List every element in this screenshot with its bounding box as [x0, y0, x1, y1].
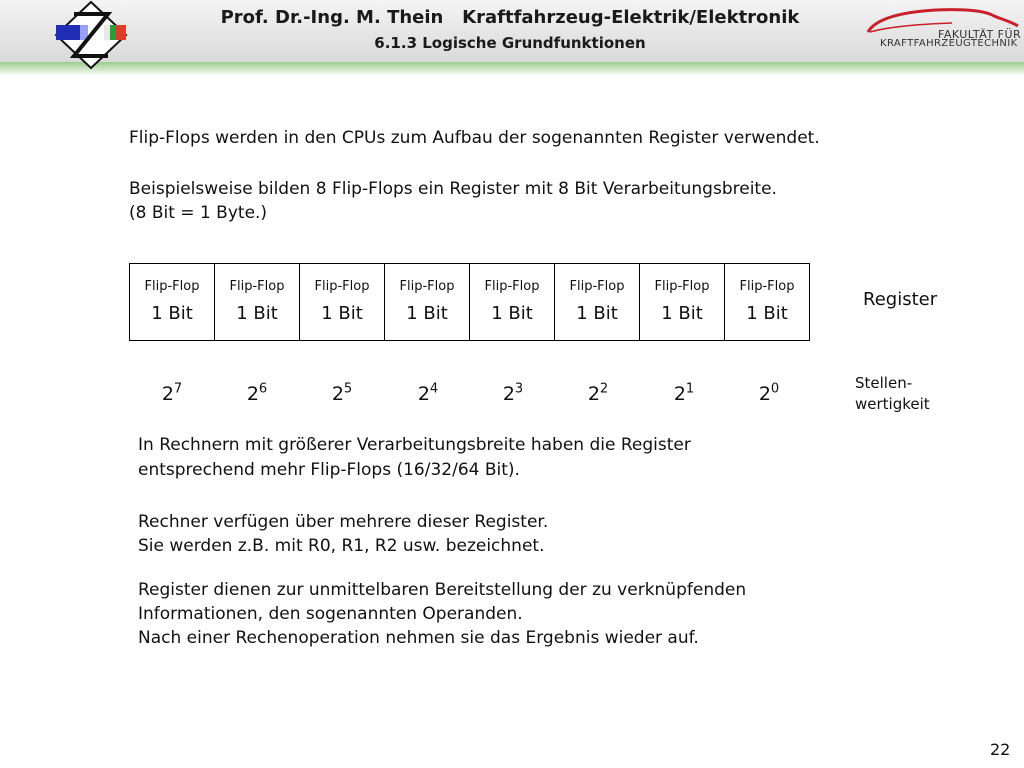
- page-number: 22: [990, 740, 1011, 759]
- body-p3-line3: Nach einer Rechenoperation nehmen sie das Ergebnis wieder auf.: [138, 628, 699, 648]
- power-exponent: 6: [258, 381, 268, 397]
- power-exponent: 4: [429, 381, 439, 397]
- power-base: 2: [331, 383, 344, 405]
- place-value-label-line2: wertigkeit: [855, 395, 930, 413]
- flip-flop-label: Flip-Flop: [314, 279, 370, 294]
- power-base: 2: [502, 383, 515, 405]
- register-cell: [130, 264, 215, 341]
- place-value-power: [142, 383, 202, 405]
- header-accent-band: [0, 62, 1024, 76]
- flip-flop-label: Flip-Flop: [484, 279, 540, 294]
- place-value-power: [568, 383, 628, 405]
- power-exponent: 7: [173, 381, 183, 397]
- register-cell: [385, 264, 470, 341]
- register-label: Register: [863, 289, 938, 310]
- place-value-power: [739, 383, 799, 405]
- bit-label: 1 Bit: [151, 303, 193, 324]
- intro-line-3: (8 Bit = 1 Byte.): [129, 203, 268, 223]
- body-p3-line2: Informationen, den sogenannten Operanden.: [138, 604, 523, 624]
- flip-flop-label: Flip-Flop: [739, 279, 795, 294]
- intro-line-1: Flip-Flops werden in den CPUs zum Aufbau der sogenannten Register verwendet.: [129, 128, 820, 148]
- register-cell: [215, 264, 300, 341]
- body-p2-line1: Rechner verfügen über mehrere dieser Register.: [138, 512, 549, 532]
- z-diamond-logo-icon: [52, 0, 130, 70]
- header-subtitle: 6.1.3 Logische Grundfunktionen: [374, 34, 646, 52]
- place-value-power: [654, 383, 714, 405]
- flip-flop-label: Flip-Flop: [229, 279, 285, 294]
- bit-label: 1 Bit: [321, 303, 363, 324]
- bit-label: 1 Bit: [491, 303, 533, 324]
- flip-flop-label: Flip-Flop: [569, 279, 625, 294]
- bit-label: 1 Bit: [746, 303, 788, 324]
- power-base: 2: [758, 383, 771, 405]
- register-cell: [555, 264, 640, 341]
- register-diagram: [129, 263, 810, 341]
- place-value-power: [398, 383, 458, 405]
- power-base: 2: [673, 383, 686, 405]
- power-base: 2: [161, 383, 174, 405]
- faculty-label-line2: KRAFTFAHRZEUGTECHNIK: [880, 38, 1018, 49]
- power-base: 2: [246, 383, 259, 405]
- power-base: 2: [417, 383, 430, 405]
- body-p2-line2: Sie werden z.B. mit R0, R1, R2 usw. bezeichnet.: [138, 536, 545, 556]
- bit-label: 1 Bit: [576, 303, 618, 324]
- register-cell: [470, 264, 555, 341]
- place-value-power: [227, 383, 287, 405]
- power-exponent: 5: [343, 381, 353, 397]
- bit-label: 1 Bit: [661, 303, 703, 324]
- place-value-power: [312, 383, 372, 405]
- place-value-label: [855, 373, 930, 415]
- power-exponent: 0: [770, 381, 780, 397]
- register-row: [130, 264, 810, 341]
- power-base: 2: [587, 383, 600, 405]
- flip-flop-label: Flip-Flop: [399, 279, 455, 294]
- body-p1-line2: entsprechend mehr Flip-Flops (16/32/64 Bit).: [138, 460, 520, 480]
- header-title: Prof. Dr.-Ing. M. Thein Kraftfahrzeug-Elektrik/Elektronik: [220, 7, 800, 28]
- body-p3-line1: Register dienen zur unmittelbaren Bereitstellung der zu verknüpfenden: [138, 580, 747, 600]
- bit-label: 1 Bit: [406, 303, 448, 324]
- place-value-power: [483, 383, 543, 405]
- intro-line-2: Beispielsweise bilden 8 Flip-Flops ein Register mit 8 Bit Verarbeitungsbreite.: [129, 179, 777, 199]
- body-p1-line1: In Rechnern mit größerer Verarbeitungsbreite haben die Register: [138, 435, 691, 455]
- university-logo: [52, 0, 130, 70]
- power-exponent: 2: [599, 381, 609, 397]
- register-cell: [640, 264, 725, 341]
- register-cell: [725, 264, 810, 341]
- power-exponent: 3: [514, 381, 524, 397]
- power-exponent: 1: [685, 381, 695, 397]
- faculty-label-line1: FAKULTÄT FÜR: [938, 28, 1022, 41]
- place-value-label-line1: Stellen-: [855, 374, 913, 392]
- flip-flop-label: Flip-Flop: [144, 279, 200, 294]
- bit-label: 1 Bit: [236, 303, 278, 324]
- register-cell: [300, 264, 385, 341]
- faculty-logo: [862, 6, 1020, 54]
- flip-flop-label: Flip-Flop: [654, 279, 710, 294]
